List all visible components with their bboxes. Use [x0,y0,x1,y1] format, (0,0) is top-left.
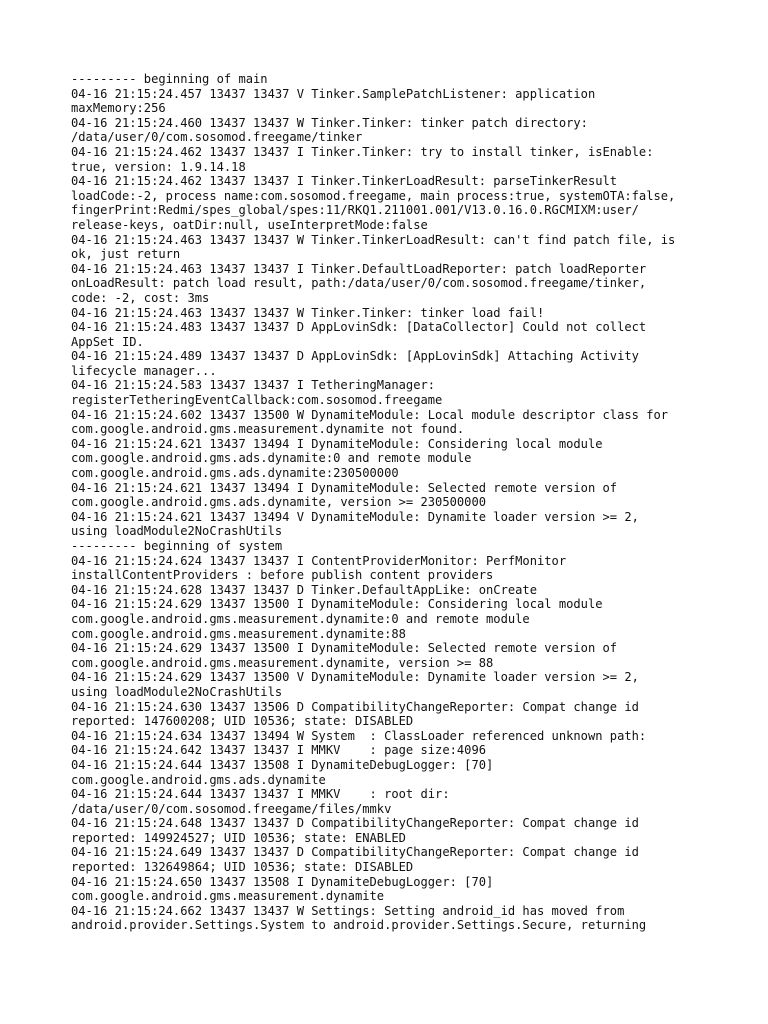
log-line: 04-16 21:15:24.463 13437 13437 W Tinker.Tinker: tinker load fail! [71,305,545,320]
log-line: using loadModule2NoCrashUtils [71,684,283,699]
log-line: com.google.android.gms.measurement.dynamite:88 [71,626,406,641]
log-line: --------- beginning of system [71,539,283,553]
log-line: 04-16 21:15:24.463 13437 13437 W Tinker.TinkerLoadResult: can't find patch file, is [71,232,676,247]
log-text-block [71,72,711,933]
log-line: 04-16 21:15:24.457 13437 13437 V Tinker.SamplePatchListener: application [71,86,596,101]
log-line: 04-16 21:15:24.628 13437 13437 D Tinker.DefaultAppLike: onCreate [71,582,537,597]
log-line: reported: 147600208; UID 10536; state: DISABLED [71,714,414,729]
log-line: reported: 149924527; UID 10536; state: ENABLED [71,830,406,845]
log-line: 04-16 21:15:24.624 13437 13437 I ContentProviderMonitor: PerfMonitor [71,553,567,568]
log-line: com.google.android.gms.measurement.dynamite not found. [71,422,465,437]
log-line: /data/user/0/com.sosomod.freegame/tinker [71,130,363,145]
log-line: registerTetheringEventCallback:com.sosomod.freegame [71,393,443,408]
log-line: loadCode:-2, process name:com.sosomod.freegame, main process:true, systemOTA:false, [71,188,676,203]
log-line: 04-16 21:15:24.602 13437 13500 W DynamiteModule: Local module descriptor class for [71,407,669,422]
log-line: 04-16 21:15:24.648 13437 13437 D CompatibilityChangeReporter: Compat change id [71,816,639,831]
log-line: 04-16 21:15:24.621 13437 13494 I DynamiteModule: Selected remote version of [71,480,618,495]
log-line: 04-16 21:15:24.642 13437 13437 I MMKV : page size:4096 [71,743,487,758]
log-line: 04-16 21:15:24.483 13437 13437 D AppLovinSdk: [DataCollector] Could not collect [71,320,647,335]
log-line: installContentProviders : before publish content providers [71,568,494,583]
log-line: release-keys, oatDir:null, useInterpretMode:false [71,217,428,232]
log-line: com.google.android.gms.measurement.dynamite:0 and remote module [71,611,530,626]
log-line: 04-16 21:15:24.489 13437 13437 D AppLovinSdk: [AppLovinSdk] Attaching Activity [71,349,639,364]
log-line: 04-16 21:15:24.621 13437 13494 V DynamiteModule: Dynamite loader version >= 2, [71,509,639,524]
log-line: 04-16 21:15:24.650 13437 13508 I DynamiteDebugLogger: [70] [71,874,494,889]
log-line: fingerPrint:Redmi/spes_global/spes:11/RKQ1.211001.001/V13.0.16.0.RGCMIXM:user/ [71,203,639,218]
log-line: com.google.android.gms.ads.dynamite [71,772,326,787]
log-line: 04-16 21:15:24.662 13437 13437 W Settings: Setting android_id has moved from [71,903,625,918]
log-line: 04-16 21:15:24.460 13437 13437 W Tinker.Tinker: tinker patch directory: [71,115,588,130]
log-line: maxMemory:256 [71,101,166,116]
log-line: true, version: 1.9.14.18 [71,159,246,174]
log-line: code: -2, cost: 3ms [71,290,210,305]
log-line: 04-16 21:15:24.629 13437 13500 I DynamiteModule: Selected remote version of [71,641,618,656]
log-line: using loadModule2NoCrashUtils [71,524,283,539]
log-line: com.google.android.gms.measurement.dynamite [71,889,385,904]
log-line: onLoadResult: patch load result, path:/data/user/0/com.sosomod.freegame/tinker, [71,276,647,291]
log-line: android.provider.Settings.System to android.provider.Settings.Secure, returning [71,918,647,933]
log-line: 04-16 21:15:24.583 13437 13437 I TetheringManager: [71,378,436,393]
log-line: ok, just return [71,247,181,262]
log-line: 04-16 21:15:24.462 13437 13437 I Tinker.TinkerLoadResult: parseTinkerResult [71,174,618,189]
log-line: com.google.android.gms.ads.dynamite:230500000 [71,466,399,481]
log-line: /data/user/0/com.sosomod.freegame/files/mmkv [71,801,392,816]
log-line: 04-16 21:15:24.649 13437 13437 D CompatibilityChangeReporter: Compat change id [71,845,639,860]
log-line: AppSet ID. [71,334,144,349]
log-line: --------- beginning of main [71,72,268,86]
log-line: reported: 132649864; UID 10536; state: DISABLED [71,860,414,875]
log-line: 04-16 21:15:24.644 13437 13508 I DynamiteDebugLogger: [70] [71,757,494,772]
log-line: lifecycle manager... [71,363,217,378]
log-line: com.google.android.gms.measurement.dynamite, version >= 88 [71,655,494,670]
log-line: com.google.android.gms.ads.dynamite, version >= 230500000 [71,495,487,510]
log-line: com.google.android.gms.ads.dynamite:0 and remote module [71,451,472,466]
log-line: 04-16 21:15:24.629 13437 13500 V DynamiteModule: Dynamite loader version >= 2, [71,670,639,685]
log-line: 04-16 21:15:24.463 13437 13437 I Tinker.DefaultLoadReporter: patch loadReporter [71,261,647,276]
log-document [71,72,711,933]
log-line: 04-16 21:15:24.462 13437 13437 I Tinker.Tinker: try to install tinker, isEnable: [71,144,654,159]
log-line: 04-16 21:15:24.630 13437 13506 D CompatibilityChangeReporter: Compat change id [71,699,639,714]
log-line: 04-16 21:15:24.629 13437 13500 I DynamiteModule: Considering local module [71,597,603,612]
log-line: 04-16 21:15:24.644 13437 13437 I MMKV : root dir: [71,787,450,802]
log-line: 04-16 21:15:24.634 13437 13494 W System : ClassLoader referenced unknown path: [71,728,647,743]
log-line: 04-16 21:15:24.621 13437 13494 I DynamiteModule: Considering local module [71,436,603,451]
